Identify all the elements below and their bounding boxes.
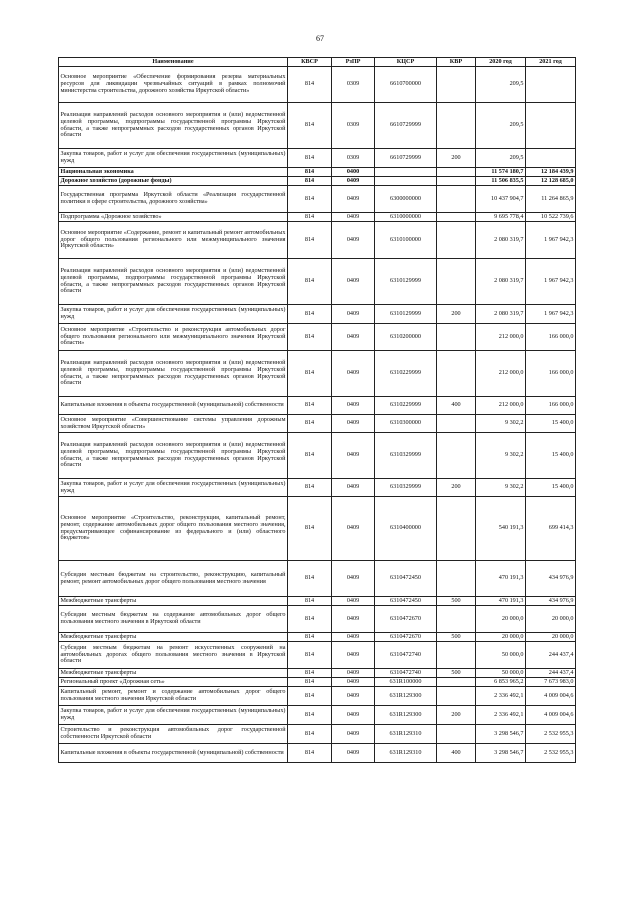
cell-kcsr: 6310472670	[375, 606, 437, 633]
cell-2020: 20 000,0	[476, 633, 526, 642]
table-row	[59, 642, 576, 669]
table-row	[59, 305, 576, 324]
cell-kvsr: 814	[288, 642, 332, 669]
cell-kcsr: 631R100000	[375, 678, 437, 687]
cell-name: Региональный проект «Дорожная сеть»	[59, 678, 288, 687]
table-body	[59, 67, 576, 763]
cell-rzpr: 0409	[332, 351, 375, 397]
cell-2020: 212 000,0	[476, 351, 526, 397]
cell-kvr: 200	[437, 706, 476, 725]
table-row	[59, 606, 576, 633]
cell-2020: 2 336 492,1	[476, 706, 526, 725]
table-row	[59, 213, 576, 222]
cell-kcsr: 6310472450	[375, 597, 437, 606]
cell-2020: 540 191,3	[476, 497, 526, 561]
cell-name: Закупка товаров, работ и услуг для обеспечения государственных (муниципальных) нужд	[59, 479, 288, 497]
cell-name: Основное мероприятие «Строительство и реконструкция автомобильных дорог общего пользования регионального или межмуниципального значения Иркутской области»	[59, 324, 288, 351]
cell-kcsr: 6300000000	[375, 186, 437, 213]
cell-2021: 4 009 004,6	[526, 706, 576, 725]
cell-2020: 11 574 180,7	[476, 168, 526, 177]
table-row	[59, 259, 576, 305]
header-year-2021: 2021 год	[526, 58, 576, 67]
cell-kcsr: 6610729999	[375, 103, 437, 149]
cell-kvsr: 814	[288, 433, 332, 479]
cell-kvsr: 814	[288, 186, 332, 213]
cell-2020: 6 853 965,2	[476, 678, 526, 687]
cell-kvr: 500	[437, 633, 476, 642]
table-row	[59, 168, 576, 177]
cell-kvsr: 814	[288, 177, 332, 186]
cell-2021: 20 000,0	[526, 606, 576, 633]
cell-rzpr: 0309	[332, 67, 375, 103]
cell-rzpr: 0409	[332, 213, 375, 222]
cell-name: Межбюджетные трансферты	[59, 597, 288, 606]
cell-2021: 4 009 004,6	[526, 687, 576, 706]
table-row	[59, 433, 576, 479]
cell-2020: 209,5	[476, 149, 526, 168]
cell-name: Субсидия местным бюджетам на строительство, реконструкцию, капитальный ремонт, ремонт автомобильных дорог общего пользования местного значения	[59, 561, 288, 597]
cell-2020: 2 080 319,7	[476, 259, 526, 305]
cell-kvr	[437, 642, 476, 669]
cell-2021: 12 128 685,0	[526, 177, 576, 186]
cell-2021: 1 967 942,3	[526, 305, 576, 324]
header-kvsr: КВСР	[288, 58, 332, 67]
cell-2021: 244 437,4	[526, 669, 576, 678]
table-row	[59, 687, 576, 706]
table-row	[59, 497, 576, 561]
cell-rzpr: 0409	[332, 324, 375, 351]
cell-kvr: 200	[437, 305, 476, 324]
table-row	[59, 561, 576, 597]
cell-kvsr: 814	[288, 687, 332, 706]
cell-2021: 166 000,0	[526, 397, 576, 415]
cell-rzpr: 0309	[332, 149, 375, 168]
cell-kvsr: 814	[288, 222, 332, 259]
cell-name: Капитальный ремонт, ремонт и содержание автомобильных дорог общего пользования местного значения Иркутской области	[59, 687, 288, 706]
cell-kvr	[437, 186, 476, 213]
cell-name: Межбюджетные трансферты	[59, 633, 288, 642]
cell-kcsr: 6310229999	[375, 351, 437, 397]
cell-kvsr: 814	[288, 351, 332, 397]
cell-2020: 9 695 778,4	[476, 213, 526, 222]
cell-kvr: 500	[437, 597, 476, 606]
cell-rzpr: 0409	[332, 497, 375, 561]
cell-rzpr: 0409	[332, 177, 375, 186]
cell-2021	[526, 103, 576, 149]
cell-kcsr: 6610729999	[375, 149, 437, 168]
cell-kvr: 200	[437, 479, 476, 497]
header-kvr: КВР	[437, 58, 476, 67]
cell-rzpr: 0409	[332, 186, 375, 213]
cell-name: Основное мероприятие «Обеспечение формирования резерва материальных ресурсов для ликвидации чрезвычайных ситуаций в рамках полномочий министерства строительства, дорожного хозяйства Иркутской области»	[59, 67, 288, 103]
cell-kvr	[437, 177, 476, 186]
cell-2020: 50 000,0	[476, 669, 526, 678]
cell-rzpr: 0409	[332, 479, 375, 497]
cell-rzpr: 0409	[332, 397, 375, 415]
cell-kcsr: 6310329999	[375, 433, 437, 479]
header-kcsr: КЦСР	[375, 58, 437, 67]
cell-2021: 15 400,0	[526, 479, 576, 497]
table-row	[59, 177, 576, 186]
cell-rzpr: 0409	[332, 305, 375, 324]
cell-2021: 434 976,9	[526, 597, 576, 606]
cell-2020: 11 506 835,5	[476, 177, 526, 186]
table-row	[59, 706, 576, 725]
cell-2021: 15 400,0	[526, 415, 576, 433]
cell-kvr	[437, 497, 476, 561]
cell-2020: 212 000,0	[476, 397, 526, 415]
cell-name: Субсидии местным бюджетам на ремонт искусственных сооружений на автомобильных дорогах общего пользования местного значения в Иркутской области	[59, 642, 288, 669]
cell-kcsr: 6310100000	[375, 222, 437, 259]
header-year-2020: 2020 год	[476, 58, 526, 67]
cell-kvsr: 814	[288, 479, 332, 497]
cell-2021: 166 000,0	[526, 324, 576, 351]
cell-kcsr: 6310129999	[375, 259, 437, 305]
cell-rzpr: 0409	[332, 259, 375, 305]
cell-2020: 209,5	[476, 103, 526, 149]
cell-2020: 20 000,0	[476, 606, 526, 633]
cell-kvr	[437, 433, 476, 479]
cell-kvsr: 814	[288, 606, 332, 633]
cell-kvsr: 814	[288, 744, 332, 763]
cell-kcsr: 6310472740	[375, 669, 437, 678]
cell-kcsr: 6310229999	[375, 397, 437, 415]
cell-kvr	[437, 67, 476, 103]
cell-kvr	[437, 324, 476, 351]
cell-2020: 212 000,0	[476, 324, 526, 351]
cell-2020: 470 191,3	[476, 597, 526, 606]
cell-kcsr: 6310329999	[375, 479, 437, 497]
cell-kvsr: 814	[288, 597, 332, 606]
cell-kvr: 400	[437, 744, 476, 763]
header-rzpr: РзПР	[332, 58, 375, 67]
cell-2020: 3 298 546,7	[476, 744, 526, 763]
cell-kvr	[437, 678, 476, 687]
cell-2021: 11 264 865,9	[526, 186, 576, 213]
cell-2020: 2 336 492,1	[476, 687, 526, 706]
cell-name: Закупка товаров, работ и услуг для обеспечения государственных (муниципальных) нужд	[59, 305, 288, 324]
cell-name: Закупка товаров, работ и услуг для обеспечения государственных (муниципальных) нужд	[59, 149, 288, 168]
cell-rzpr: 0409	[332, 433, 375, 479]
cell-name: Строительство и реконструкция автомобильных дорог государственной собственности Иркутской области	[59, 725, 288, 744]
budget-table	[58, 57, 576, 763]
cell-kcsr: 631R129310	[375, 725, 437, 744]
cell-kcsr: 6310472740	[375, 642, 437, 669]
cell-rzpr: 0309	[332, 103, 375, 149]
cell-2021: 1 967 942,3	[526, 259, 576, 305]
cell-rzpr: 0409	[332, 415, 375, 433]
cell-name: Дорожное хозяйство (дорожные фонды)	[59, 177, 288, 186]
cell-kvr	[437, 687, 476, 706]
cell-name: Субсидии местным бюджетам на содержание автомобильных дорог общего пользования местного значения в Иркутской области	[59, 606, 288, 633]
cell-kcsr: 6310000000	[375, 213, 437, 222]
table-row	[59, 186, 576, 213]
cell-kvsr: 814	[288, 259, 332, 305]
cell-kcsr	[375, 177, 437, 186]
cell-2020: 50 000,0	[476, 642, 526, 669]
cell-kcsr: 6310400000	[375, 497, 437, 561]
table-row	[59, 67, 576, 103]
cell-2021: 699 414,3	[526, 497, 576, 561]
cell-kvr	[437, 213, 476, 222]
cell-2020: 2 080 319,7	[476, 305, 526, 324]
cell-rzpr: 0409	[332, 222, 375, 259]
cell-2021: 12 184 439,9	[526, 168, 576, 177]
cell-rzpr: 0409	[332, 687, 375, 706]
cell-kvr	[437, 103, 476, 149]
cell-2020: 9 302,2	[476, 433, 526, 479]
cell-2021: 244 437,4	[526, 642, 576, 669]
cell-kvr: 400	[437, 397, 476, 415]
table-row	[59, 351, 576, 397]
cell-rzpr: 0409	[332, 597, 375, 606]
cell-rzpr: 0409	[332, 561, 375, 597]
cell-2020: 2 080 319,7	[476, 222, 526, 259]
cell-name: Основное мероприятие «Совершенствование системы управления дорожным хозяйством Иркутской области»	[59, 415, 288, 433]
cell-name: Закупка товаров, работ и услуг для обеспечения государственных (муниципальных) нужд	[59, 706, 288, 725]
cell-kvsr: 814	[288, 669, 332, 678]
cell-kvr	[437, 561, 476, 597]
cell-2021: 434 976,9	[526, 561, 576, 597]
cell-2021: 20 000,0	[526, 633, 576, 642]
cell-kvsr: 814	[288, 633, 332, 642]
cell-kvsr: 814	[288, 324, 332, 351]
cell-name: Подпрограмма «Дорожное хозяйство»	[59, 213, 288, 222]
cell-2021: 166 000,0	[526, 351, 576, 397]
cell-2021: 2 532 955,3	[526, 725, 576, 744]
cell-kvsr: 814	[288, 103, 332, 149]
cell-2021: 10 522 739,6	[526, 213, 576, 222]
cell-kcsr: 631R129310	[375, 744, 437, 763]
cell-kcsr: 6310300000	[375, 415, 437, 433]
table-row	[59, 324, 576, 351]
cell-kvr	[437, 222, 476, 259]
table-row	[59, 725, 576, 744]
table-row	[59, 597, 576, 606]
cell-kvsr: 814	[288, 213, 332, 222]
cell-name: Национальная экономика	[59, 168, 288, 177]
table-row	[59, 633, 576, 642]
cell-name: Межбюджетные трансферты	[59, 669, 288, 678]
cell-rzpr: 0409	[332, 669, 375, 678]
table-row	[59, 222, 576, 259]
cell-name: Капитальные вложения в объекты государственной (муниципальной) собственности	[59, 744, 288, 763]
cell-name: Основное мероприятие «Содержание, ремонт и капитальный ремонт автомобильных дорог общего пользования регионального или межмуниципального значения Иркутской области»	[59, 222, 288, 259]
cell-kvr: 500	[437, 669, 476, 678]
table-row	[59, 669, 576, 678]
cell-name: Реализация направлений расходов основного мероприятия и (или) ведомственной целевой программы, подпрограммы государственной программы Иркутской области, а также непрограммных расходов государственных органов Иркутской области	[59, 351, 288, 397]
cell-kvr	[437, 259, 476, 305]
cell-kvr	[437, 725, 476, 744]
cell-2020: 9 302,2	[476, 479, 526, 497]
cell-kvsr: 814	[288, 497, 332, 561]
cell-name: Реализация направлений расходов основного мероприятия и (или) ведомственной целевой программы, подпрограммы государственной программы Иркутской области, а также непрограммных расходов государственных органов Иркутской области	[59, 103, 288, 149]
cell-rzpr: 0409	[332, 633, 375, 642]
cell-2020: 209,5	[476, 67, 526, 103]
cell-kvsr: 814	[288, 67, 332, 103]
cell-kvr	[437, 168, 476, 177]
cell-2021	[526, 67, 576, 103]
cell-kvsr: 814	[288, 678, 332, 687]
page-number: 67	[316, 34, 324, 43]
cell-kvsr: 814	[288, 149, 332, 168]
table-header-row	[59, 58, 576, 67]
cell-2020: 470 191,3	[476, 561, 526, 597]
cell-rzpr: 0409	[332, 642, 375, 669]
cell-kvsr: 814	[288, 168, 332, 177]
cell-rzpr: 0409	[332, 606, 375, 633]
cell-kvsr: 814	[288, 415, 332, 433]
cell-name: Реализация направлений расходов основного мероприятия и (или) ведомственной целевой программы, подпрограммы государственной программы Иркутской области, а также непрограммных расходов государственных органов Иркутской области	[59, 259, 288, 305]
cell-2021: 15 400,0	[526, 433, 576, 479]
cell-2021: 7 673 983,0	[526, 678, 576, 687]
cell-2020: 9 302,2	[476, 415, 526, 433]
cell-kvr: 200	[437, 149, 476, 168]
table-row	[59, 397, 576, 415]
cell-2021: 2 532 955,3	[526, 744, 576, 763]
table-row	[59, 149, 576, 168]
cell-rzpr: 0400	[332, 168, 375, 177]
cell-2021: 1 967 942,3	[526, 222, 576, 259]
cell-kvr	[437, 415, 476, 433]
cell-rzpr: 0409	[332, 744, 375, 763]
cell-kvr	[437, 606, 476, 633]
header-name: Наименование	[59, 58, 288, 67]
cell-rzpr: 0409	[332, 678, 375, 687]
cell-kvsr: 814	[288, 706, 332, 725]
cell-name: Реализация направлений расходов основного мероприятия и (или) ведомственной целевой программы, подпрограммы государственной программы Иркутской области, а также непрограммных расходов государственных органов Иркутской области	[59, 433, 288, 479]
cell-kvr	[437, 351, 476, 397]
cell-rzpr: 0409	[332, 706, 375, 725]
cell-kcsr: 6310472450	[375, 561, 437, 597]
cell-kcsr: 6310129999	[375, 305, 437, 324]
cell-kcsr: 6310200000	[375, 324, 437, 351]
cell-2021	[526, 149, 576, 168]
table-row	[59, 415, 576, 433]
table-row	[59, 479, 576, 497]
cell-kvsr: 814	[288, 305, 332, 324]
cell-rzpr: 0409	[332, 725, 375, 744]
cell-kcsr: 6610700000	[375, 67, 437, 103]
cell-2020: 10 437 904,7	[476, 186, 526, 213]
cell-name: Капитальные вложения в объекты государственной (муниципальной) собственности	[59, 397, 288, 415]
cell-kvsr: 814	[288, 397, 332, 415]
cell-name: Государственная программа Иркутской области «Реализация государственной политики в сфере строительства, дорожного хозяйства»	[59, 186, 288, 213]
cell-kcsr	[375, 168, 437, 177]
cell-kvsr: 814	[288, 561, 332, 597]
cell-kcsr: 6310472670	[375, 633, 437, 642]
cell-kvsr: 814	[288, 725, 332, 744]
cell-2020: 3 298 546,7	[476, 725, 526, 744]
table-row	[59, 103, 576, 149]
cell-name: Основное мероприятие «Строительство, реконструкция, капитальный ремонт, ремонт, содержание автомобильных дорог общего пользования местного значения, предусматривающее софинансирование из федерального и (или) областного бюджетов»	[59, 497, 288, 561]
cell-kcsr: 631R129300	[375, 687, 437, 706]
table-row	[59, 678, 576, 687]
cell-kcsr: 631R129300	[375, 706, 437, 725]
table-row	[59, 744, 576, 763]
